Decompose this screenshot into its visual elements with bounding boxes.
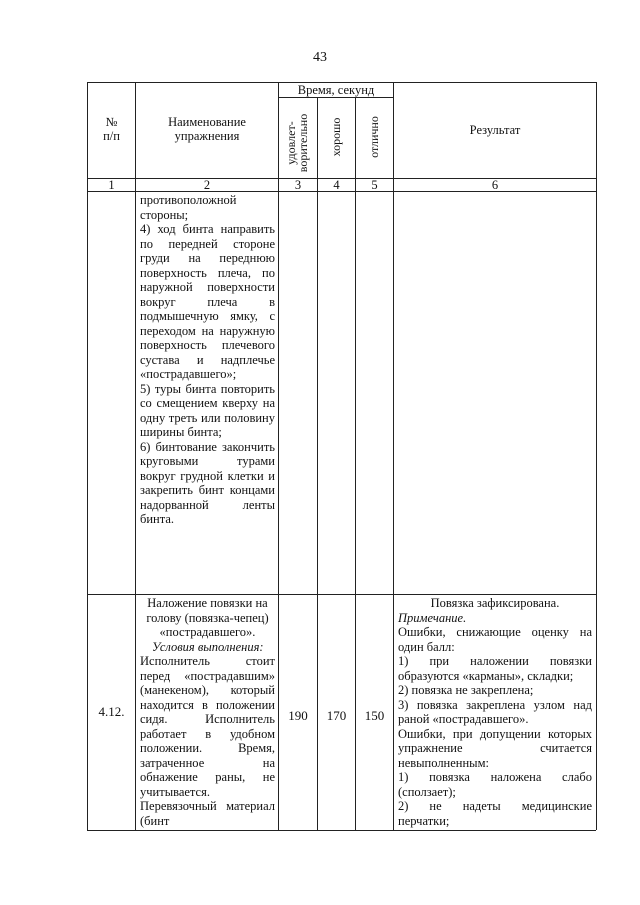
row2-time-good: 170 [326,708,347,723]
row2-result [398,596,592,828]
result-line: 2) не надеты медицинские перчатки; [398,799,592,828]
row2-conditions-label: Условия выполнения: [152,639,264,654]
column-number-3: 3 [294,178,302,192]
note-label: Примечание. [398,610,467,625]
row1-paragraph: 6) бинтование закончить круговыми турами вокруг грудной клетки и закрепить бинт концами надорванной ленты бинта. [140,439,275,526]
header-name: Наименование упражнения [168,115,246,143]
row2-exercise-description [140,596,275,828]
result-line: 1) при наложении повязки образуются «карманы», складки; [398,654,592,683]
result-title: Повязка зафиксирована. [430,596,560,610]
column-number-1: 1 [108,178,115,192]
column-number-2: 2 [203,178,211,192]
row1-paragraph: 5) туры бинта повторить со смещением кверху на одну треть или половину ширины бинта; [140,381,275,439]
row2-time-excellent: 150 [364,708,385,723]
row1-paragraph: 4) ход бинта направить по передней стороне груди на переднюю поверхность плеча, по наружной поверхности вокруг плеча в подмышечную ямку, с переходом на наружную поверхность плечевого сустава и надплечье «пострадавшего»; [140,222,275,381]
header-number: № п/п [103,115,120,143]
row1-exercise-description [140,193,275,527]
row2-time-satisfactory: 190 [288,708,308,723]
column-number-4: 4 [333,178,340,192]
header-time-good: хорошо [329,117,343,157]
header-time-group: Время, секунд [297,83,375,97]
row2-number: 4.12. [98,704,125,719]
result-line: 3) повязка закреплена узлом над раной «пострадавшего». [398,697,592,726]
row2-material: Перевязочный материал (бинт [140,799,275,828]
column-number-5: 5 [371,178,378,192]
row1-paragraph: противоположной стороны; [140,193,237,222]
result-line: 1) повязка наложена слабо (сползает); [398,770,592,799]
header-time-satisfactory: удовлет- ворительно [284,113,310,173]
row2-title: Наложение повязки на голову (повязка-чепец) «пострадавшего». [146,596,269,639]
result-line: Ошибки, при допущении которых упражнение считается невыполненным: [398,726,592,770]
result-line: 2) повязка не закреплена; [398,683,534,697]
row2-conditions-text: Исполнитель стоит перед «пострадавшим» (манекеном), который находится в положении сидя. Исполнитель работает в удобном положении. Время, затраченное на обнажение раны, не учитывается. [140,654,275,799]
header-result: Результат [469,123,521,137]
result-line: Ошибки, снижающие оценку на один балл: [398,625,592,654]
header-time-excellent: отлично [367,116,381,158]
column-number-6: 6 [491,178,499,192]
page-number: 43 [313,50,327,65]
